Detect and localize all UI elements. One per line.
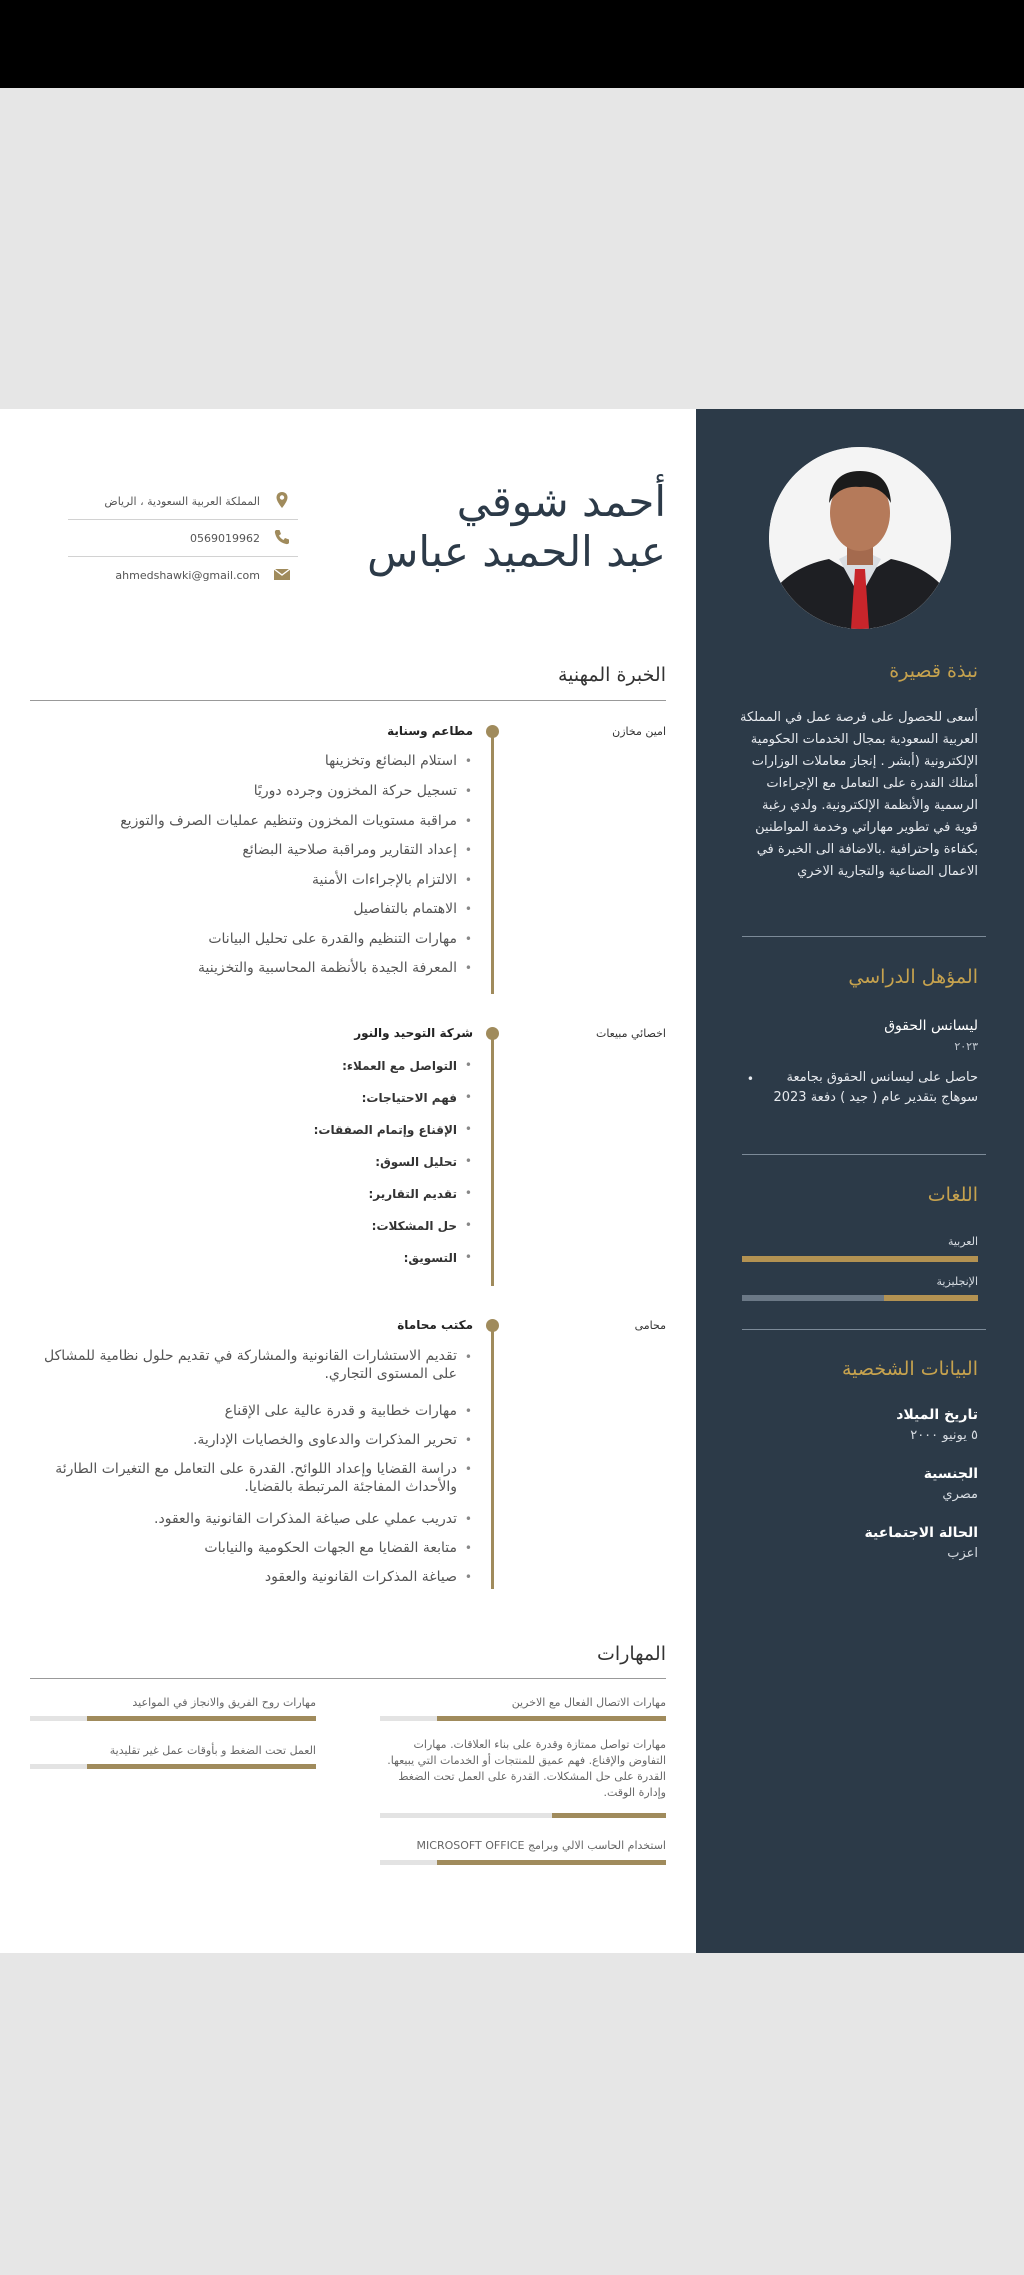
- skill-level-bar: [30, 1716, 316, 1721]
- timeline-line: [491, 731, 494, 994]
- education-year: ٢٠٢٣: [954, 1040, 978, 1053]
- duty-item: تحرير المذكرات والدعاوى والخصايات الإدارية.: [192, 1432, 457, 1448]
- skill-level-fill: [87, 1716, 316, 1721]
- duty-item: متابعة القضايا مع الجهات الحكومية والنيابات: [204, 1540, 457, 1556]
- sidebar: [696, 409, 1024, 1953]
- duty-item: مهارات خطابية و قدرة عالية على الإقناع: [224, 1403, 457, 1419]
- bullet-icon: •: [464, 1512, 472, 1526]
- job-title: امين مخازن: [612, 725, 666, 738]
- timeline-dot: [486, 1027, 499, 1040]
- language-level-fill: [884, 1295, 978, 1301]
- language-name: العربية: [947, 1235, 978, 1248]
- duty-item: الإقناع وإتمام الصفقات:: [313, 1123, 457, 1137]
- about-text: أسعى للحصول على فرصة عمل في المملكة العربية السعودية بمجال الخدمات الحكومية الإلكترونية (أبشر . إنجاز معاملات الوزارات أمتلك القدرة على التعامل مع الإجراءات الرسمية والأنظمة الإلكترونية. ولدي رغبة قوية في تطوير مهاراتي وخدمة المواطنين بكفاءة واحترافية .بالاضافة الى الخبرة في الاعمال الصناعية والتجارية الاخري: [739, 710, 978, 879]
- skills-title: المهارات: [597, 1643, 666, 1665]
- language-name: الإنجليزية: [936, 1275, 978, 1288]
- duty-item: مهارات التنظيم والقدرة على تحليل البيانات: [208, 931, 457, 947]
- marital-status-value: اعزب: [947, 1546, 978, 1561]
- job-title: اخصائي مبيعات: [595, 1027, 666, 1040]
- duty-item: صياغة المذكرات القانونية والعقود: [264, 1569, 457, 1585]
- location-text: المملكة العربية السعودية ، الرياض: [104, 495, 260, 508]
- nationality-label: الجنسية: [923, 1466, 978, 1482]
- about-title: نبذة قصيرة: [889, 660, 978, 682]
- languages-title: اللغات: [927, 1184, 978, 1206]
- personal-title: البيانات الشخصية: [841, 1358, 978, 1380]
- bullet-icon: •: [464, 1462, 472, 1476]
- marital-status-label: الحالة الاجتماعية: [864, 1525, 978, 1541]
- bullet-icon: •: [464, 1570, 472, 1584]
- skill-level-bar: [380, 1813, 666, 1818]
- bullet-icon: •: [746, 1072, 754, 1086]
- skill-label: مهارات روح الفريق والانجاز في المواعيد: [132, 1696, 316, 1709]
- bullet-icon: •: [464, 843, 472, 857]
- bullet-icon: •: [464, 1433, 472, 1447]
- bullet-icon: •: [464, 1404, 472, 1418]
- bullet-icon: •: [464, 814, 472, 828]
- company-name: مطاعم وسناية: [387, 724, 473, 738]
- bullet-icon: •: [464, 1090, 472, 1104]
- bullet-icon: •: [464, 932, 472, 946]
- duty-item: تحليل السوق:: [375, 1155, 457, 1169]
- duty-item: تقديم الاستشارات القانونية والمشاركة في تقديم حلول نظامية للمشاكل على المستوى التجاري.: [44, 1348, 457, 1382]
- divider: [30, 1678, 666, 1679]
- location-icon: [272, 490, 292, 510]
- skill-level-fill: [87, 1764, 316, 1769]
- language-level-bar: [742, 1295, 978, 1301]
- timeline-dot: [486, 725, 499, 738]
- skill-level-fill: [437, 1860, 666, 1865]
- name-line-2: عبد الحميد عباس: [367, 527, 666, 576]
- bullet-icon: •: [464, 902, 472, 916]
- language-level-fill: [742, 1256, 978, 1262]
- education-description: حاصل على ليسانس الحقوق بجامعة سوهاج بتقدير عام ( جيد ) دفعة 2023: [773, 1070, 978, 1105]
- bullet-icon: •: [464, 754, 472, 768]
- profile-photo: [769, 447, 951, 629]
- duty-item: الاهتمام بالتفاصيل: [353, 901, 457, 917]
- contact-email[interactable]: [68, 558, 298, 594]
- phone-icon: [272, 527, 292, 547]
- skill-level-bar: [380, 1860, 666, 1865]
- duty-item: التسويق:: [403, 1251, 457, 1265]
- skill-level-fill: [552, 1813, 666, 1818]
- bullet-icon: •: [464, 1122, 472, 1136]
- name-line-1: أحمد شوقي: [456, 477, 666, 526]
- duty-item: دراسة القضايا وإعداد اللوائح. القدرة على التعامل مع التغيرات الطارئة والأحداث المفاجئة المرتبطة بالقضايا.: [55, 1461, 457, 1495]
- nationality-value: مصري: [942, 1487, 978, 1502]
- skill-label: استخدام الحاسب الالي وبرامج MICROSOFT OFFICE: [416, 1839, 666, 1852]
- contact-location: [68, 484, 298, 520]
- skill-label: العمل تحت الضغط و بأوقات عمل غير تقليدية: [109, 1744, 316, 1757]
- duty-item: إعداد التقارير ومراقبة صلاحية البضائع: [242, 842, 457, 858]
- divider: [30, 700, 666, 701]
- divider: [742, 1154, 986, 1155]
- duty-item: استلام البضائع وتخزينها: [324, 753, 457, 769]
- skill-level-bar: [380, 1716, 666, 1721]
- duty-item: التواصل مع العملاء:: [342, 1059, 457, 1073]
- bullet-icon: •: [464, 1541, 472, 1555]
- duty-item: المعرفة الجيدة بالأنظمة المحاسبية والتخزينية: [198, 960, 457, 976]
- birthdate-label: تاريخ الميلاد: [896, 1407, 978, 1423]
- bullet-icon: •: [464, 1154, 472, 1168]
- bullet-icon: •: [464, 784, 472, 798]
- bullet-icon: •: [464, 1058, 472, 1072]
- experience-title: الخبرة المهنية: [557, 664, 666, 686]
- duty-item: الالتزام بالإجراءات الأمنية: [312, 872, 457, 888]
- bullet-icon: •: [464, 873, 472, 887]
- bullet-icon: •: [464, 1218, 472, 1232]
- bullet-icon: •: [464, 1350, 472, 1364]
- skill-level-fill: [437, 1716, 666, 1721]
- phone-text[interactable]: 0569019962: [190, 532, 260, 545]
- education-title: المؤهل الدراسي: [848, 966, 978, 988]
- duty-item: تقديم التقارير:: [368, 1187, 457, 1201]
- company-name: مكتب محاماة: [397, 1318, 473, 1332]
- timeline-line: [491, 1325, 494, 1589]
- email-text[interactable]: ahmedshawki@gmail.com: [115, 569, 260, 582]
- bullet-icon: •: [464, 1186, 472, 1200]
- divider: [742, 936, 986, 937]
- divider: [742, 1329, 986, 1330]
- bullet-icon: •: [464, 1250, 472, 1264]
- job-title: محامى: [634, 1319, 666, 1332]
- skill-level-bar: [30, 1764, 316, 1769]
- bullet-icon: •: [464, 961, 472, 975]
- email-icon: [272, 564, 292, 584]
- skill-description: مهارات تواصل ممتازة وقدرة على بناء العلاقات. مهارات التفاوض والإقناع. فهم عميق للمنتجات أو الخدمات التي يبيعها. القدرة على حل المشكلات. القدرة على العمل تحت الضغط وإدارة الوقت.: [387, 1738, 666, 1799]
- duty-item: مراقبة مستويات المخزون وتنظيم عمليات الصرف والتوزيع: [120, 813, 457, 829]
- birthdate-value: ٥ يونيو ٢٠٠٠: [910, 1428, 978, 1443]
- company-name: شركة التوحيد والنور: [354, 1026, 473, 1040]
- timeline-line: [491, 1033, 494, 1286]
- skill-label: مهارات الاتصال الفعال مع الاخرين: [511, 1696, 666, 1709]
- duty-item: تسجيل حركة المخزون وجرده دوريًا: [253, 783, 457, 799]
- timeline-dot: [486, 1319, 499, 1332]
- duty-item: تدريب عملي على صياغة المذكرات القانونية والعقود.: [154, 1511, 457, 1527]
- duty-item: حل المشكلات:: [371, 1219, 457, 1233]
- resume-page: [0, 409, 1024, 1953]
- language-level-bar: [742, 1256, 978, 1262]
- top-bar: [0, 0, 1024, 88]
- duty-item: فهم الاحتياجات:: [361, 1091, 457, 1105]
- contact-phone[interactable]: [68, 521, 298, 557]
- education-degree: ليسانس الحقوق: [884, 1018, 978, 1034]
